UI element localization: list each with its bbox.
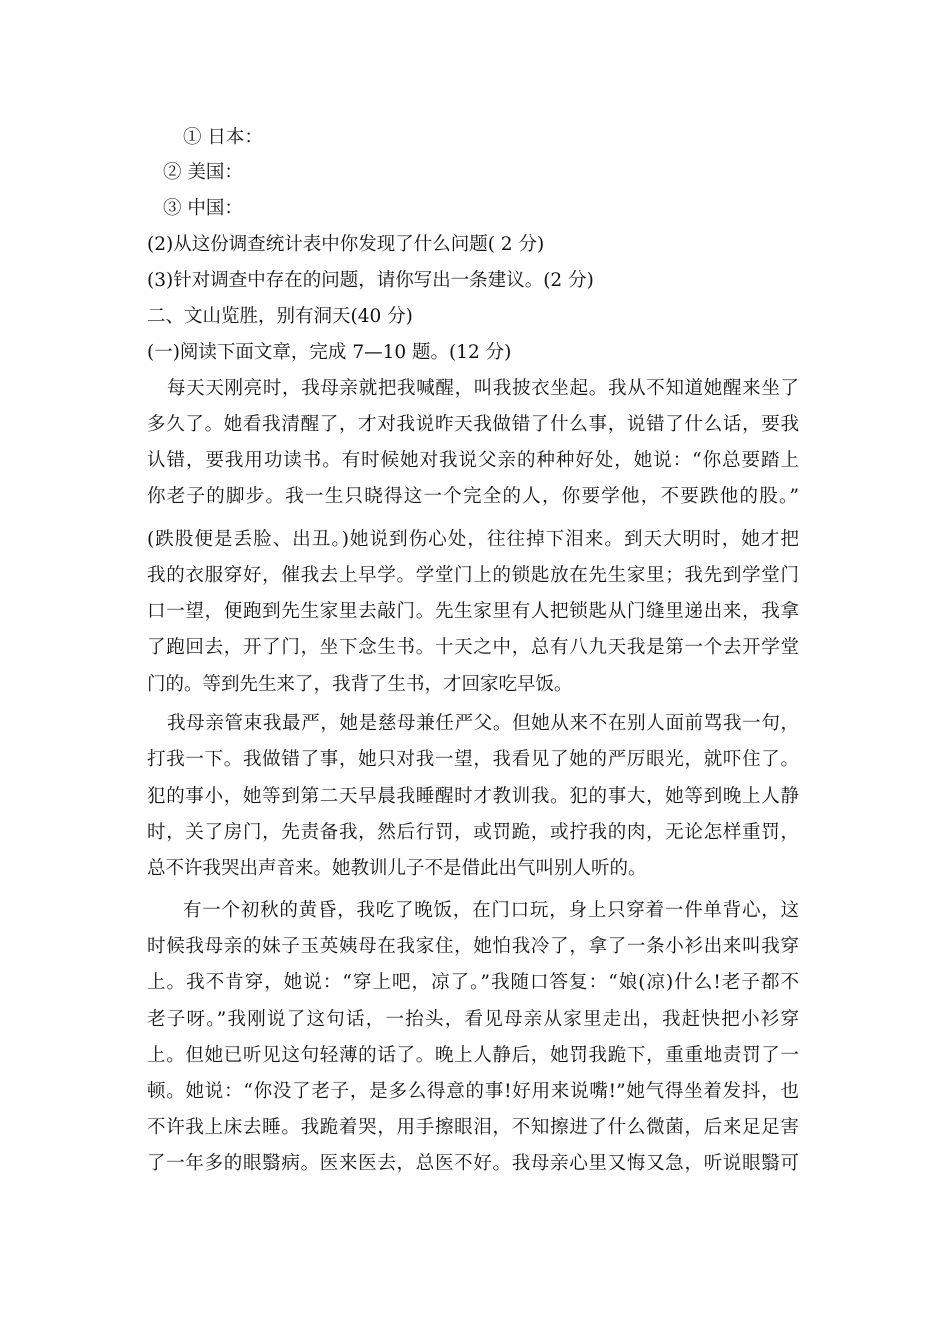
passage-line: 口一望，便跑到先生家里去敲门。先生家里有人把锁匙从门缝里递出来，我拿: [147, 601, 799, 622]
passage-line: 上。但她已听见这句轻薄的话了。晚上人静后，她罚我跪下，重重地责罚了一: [147, 1045, 799, 1066]
passage-line: 犯的事小，她等到第二天早晨我睡醒时才教训我。犯的事大，她等到晚上人静: [147, 786, 799, 807]
passage-line: 有一个初秋的黄昏，我吃了晚饭，在门口玩，身上只穿着一件单背心，这: [183, 900, 799, 921]
passage-line: 我母亲管束我最严，她是慈母兼任严父。但她从来不在别人面前骂我一句，: [167, 713, 799, 734]
section-heading: 二、文山览胜，别有洞天(40 分): [147, 306, 413, 327]
passage-line: 了一年多的眼翳病。医来医去，总医不好。我母亲心里又悔又急，听说眼翳可: [147, 1153, 799, 1174]
passage-line: 认错，要我用功读书。有时候她对我说父亲的种种好处，她说：“你总要踏上: [147, 450, 799, 471]
passage-line: 了跑回去，开了门，坐下念生书。十天之中，总有八九天我是第一个去开学堂: [147, 637, 799, 658]
passage-line: 打我一下。我做错了事，她只对我一望，我看见了她的严厉眼光，就吓住了。: [147, 749, 799, 770]
section-subheading: (一)阅读下面文章，完成 7—10 题。(12 分): [147, 342, 512, 363]
passage-line: 每天天刚亮时，我母亲就把我喊醒，叫我披衣坐起。我从不知道她醒来坐了: [167, 378, 799, 399]
passage-line: 时候我母亲的妹子玉英姨母在我家住，她怕我冷了，拿了一条小衫出来叫我穿: [147, 936, 799, 957]
question-3: (3)针对调查中存在的问题，请你写出一条建议。(2 分): [147, 270, 594, 291]
passage-line: 不许我上床去睡。我跪着哭，用手擦眼泪，不知擦进了什么微菌，后来足足害: [147, 1117, 799, 1138]
passage-line: 门的。等到先生来了，我背了生书，才回家吃早饭。: [147, 674, 573, 695]
passage-line: 时，关了房门，先责备我，然后行罚，或罚跪，或拧我的肉，无论怎样重罚，: [147, 822, 799, 843]
passage-line: 我的衣服穿好，催我去上早学。学堂门上的锁匙放在先生家里；我先到学堂门: [147, 565, 799, 586]
passage-line: 你老子的脚步。我一生只晓得这一个完全的人，你要学他，不要跌他的股。”: [147, 486, 799, 507]
answer-item-china: ③ 中国：: [163, 198, 243, 219]
passage-line: 上。我不肯穿，她说：“穿上吧，凉了。”我随口答复：“娘(凉)什么!老子都不: [147, 972, 799, 993]
answer-item-japan: ① 日本：: [183, 127, 263, 148]
passage-line: 多久了。她看我清醒了，才对我说昨天我做错了什么事，说错了什么话，要我: [147, 414, 799, 435]
passage-line: 顿。她说：“你没了老子，是多么得意的事!好用来说嘴!”她气得坐着发抖，也: [147, 1081, 799, 1102]
passage-line: 老子呀。”我刚说了这句话，一抬头，看见母亲从家里走出，我赶快把小衫穿: [147, 1009, 799, 1030]
answer-item-usa: ② 美国：: [163, 162, 243, 183]
passage-line: 总不许我哭出声音来。她教训儿子不是借此出气叫别人听的。: [147, 858, 647, 879]
passage-line: (跌股便是丢脸、出丑。)她说到伤心处，往往掉下泪来。到天大明时，她才把: [147, 529, 799, 550]
question-2: (2)从这份调查统计表中你发现了什么问题( 2 分): [147, 234, 545, 255]
